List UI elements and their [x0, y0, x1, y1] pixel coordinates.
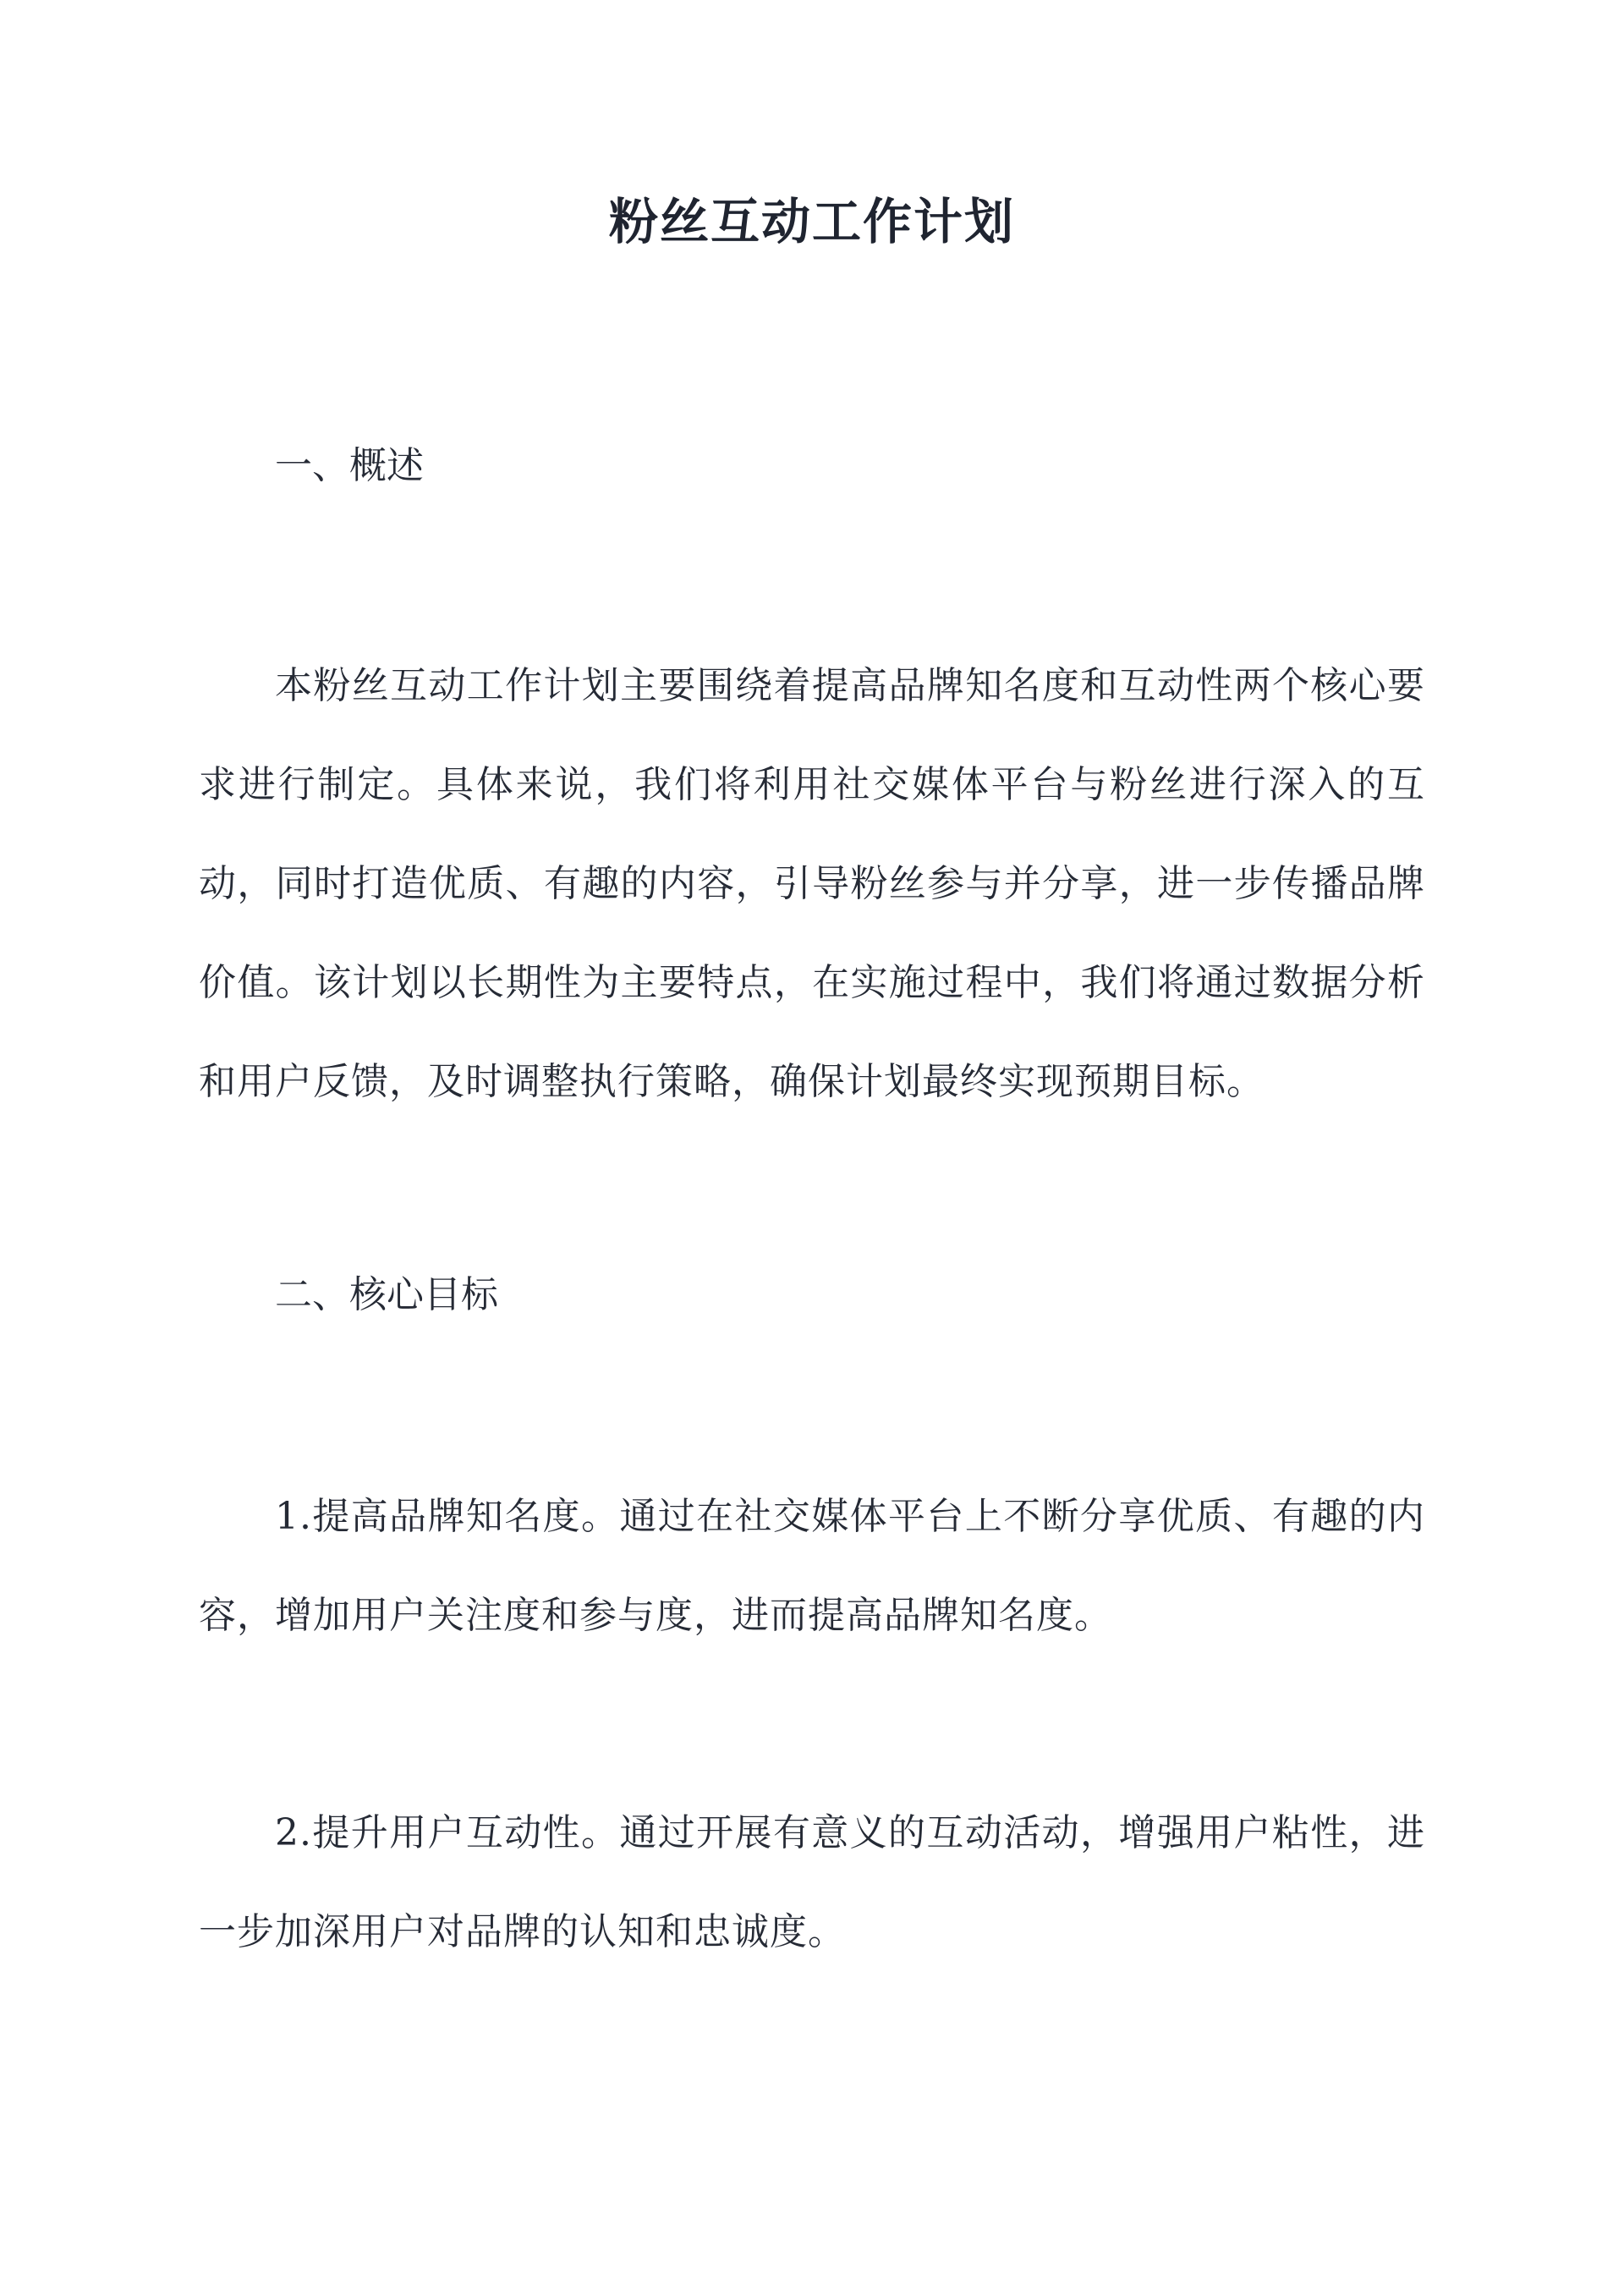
section-heading-overview: 一、概述 — [275, 444, 424, 487]
document-title: 粉丝互动工作计划 — [608, 193, 1015, 250]
goal-paragraph-2: 2.提升用户互动性。通过开展有意义的互动活动，增强用户粘性，进一步加深用户对品牌的认知和忠诚度。 — [199, 1811, 1425, 1953]
section-heading-core-goals: 二、核心目标 — [275, 1273, 498, 1316]
overview-paragraph: 本粉丝互动工作计划主要围绕着提高品牌知名度和互动性两个核心要求进行制定。具体来说，我们将利用社交媒体平台与粉丝进行深入的互动，同时打造优质、有趣的内容，引导粉丝参与并分享，进一步传播品牌价值。该计划以长期性为主要特点，在实施过程中，我们将通过数据分析和用户反馈，及时调整执行策略，确保计划最终实现预期目标。 — [199, 664, 1425, 1103]
goal-paragraph-1: 1.提高品牌知名度。通过在社交媒体平台上不断分享优质、有趣的内容，增加用户关注度和参与度，进而提高品牌知名度。 — [199, 1495, 1425, 1637]
